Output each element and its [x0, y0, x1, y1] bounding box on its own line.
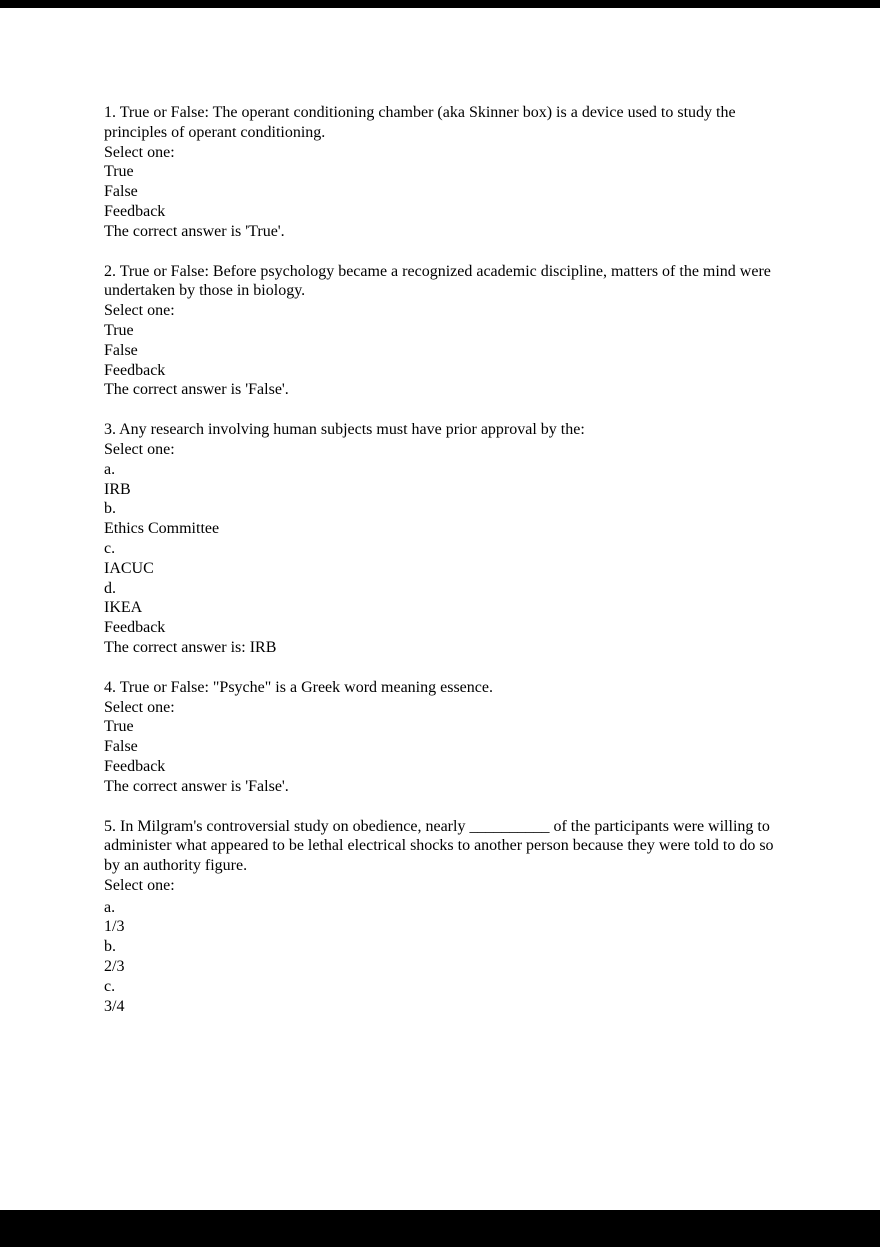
question-block-2	[104, 262, 776, 401]
option-true[interactable]: True	[104, 321, 134, 339]
option-letter-a: a.	[104, 460, 116, 478]
option-true[interactable]: True	[104, 718, 134, 736]
feedback-label: Feedback	[104, 202, 166, 220]
option-letter-c: c.	[104, 977, 116, 995]
option-letter-a: a.	[104, 898, 116, 916]
question-text: 3. Any research involving human subjects must have prior approval by the:	[104, 421, 585, 439]
question-text: 1. True or False: The operant conditioning chamber (aka Skinner box) is a device used to study the principles of operant conditioning.	[104, 104, 736, 141]
option-letter-d: d.	[104, 579, 116, 597]
option-value[interactable]: IACUC	[104, 559, 154, 577]
option-value[interactable]: Ethics Committee	[104, 520, 220, 538]
select-one-label: Select one:	[104, 698, 175, 716]
select-one-label: Select one:	[104, 440, 175, 458]
select-one-label: Select one:	[104, 302, 175, 320]
question-text: 4. True or False: "Psyche" is a Greek word meaning essence.	[104, 678, 493, 696]
question-block-4	[104, 678, 776, 797]
question-text: 2. True or False: Before psychology became a recognized academic discipline, matters of the mind were undertaken by those in biology.	[104, 262, 771, 300]
question-text: 5. In Milgram's controversial study on obedience, nearly __________ of the participants were willing to administer what appeared to be lethal electrical shocks to another person because they were told to do so by an authority figure.	[104, 817, 774, 875]
option-false[interactable]: False	[104, 183, 138, 201]
select-one-label: Select one:	[104, 143, 175, 161]
correct-answer-text: The correct answer is 'False'.	[104, 777, 289, 795]
option-value[interactable]: 3/4	[104, 997, 125, 1015]
correct-answer-text: The correct answer is 'False'.	[104, 381, 289, 399]
feedback-label: Feedback	[104, 757, 166, 775]
question-block-1	[104, 103, 776, 242]
option-value[interactable]: 1/3	[104, 918, 125, 936]
option-letter-b: b.	[104, 938, 116, 956]
option-value[interactable]: IKEA	[104, 599, 143, 617]
question-block-5	[104, 817, 776, 1017]
top-bar	[0, 0, 880, 8]
feedback-label: Feedback	[104, 619, 166, 637]
option-letter-b: b.	[104, 500, 116, 518]
correct-answer-text: The correct answer is 'True'.	[104, 222, 285, 240]
option-false[interactable]: False	[104, 738, 138, 756]
feedback-label: Feedback	[104, 361, 166, 379]
option-value[interactable]: 2/3	[104, 958, 125, 976]
correct-answer-text: The correct answer is: IRB	[104, 638, 277, 656]
select-one-label: Select one:	[104, 876, 175, 894]
bottom-bar	[0, 1210, 880, 1247]
option-false[interactable]: False	[104, 341, 138, 359]
question-block-3	[104, 420, 776, 658]
option-value[interactable]: IRB	[104, 480, 131, 498]
option-letter-c: c.	[104, 539, 116, 557]
option-true[interactable]: True	[104, 163, 134, 181]
quiz-review-page	[104, 103, 776, 1036]
